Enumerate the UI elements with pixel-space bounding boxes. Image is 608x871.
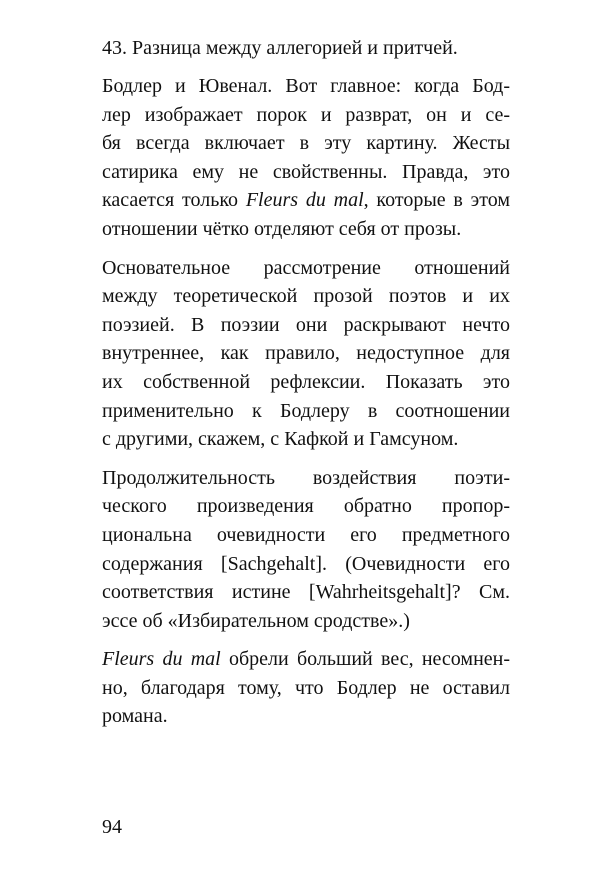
text-line: эссе об «Избирательном сродстве».) [102, 609, 410, 632]
text-line: применительно к Бодлеру в соотношении [102, 399, 510, 422]
text-line: соответствия истине [Wahrheitsgehalt]? См. [102, 581, 510, 604]
paragraph [102, 464, 510, 636]
text-line: содержания [Sachgehalt]. (Очевидности его [102, 552, 510, 575]
text-line: Продолжительность воздействия поэти- [102, 466, 510, 489]
text-line: ческого произведения обратно пропор- [102, 495, 510, 518]
italic-title: Fleurs du mal [102, 648, 221, 671]
page-number: 94 [102, 816, 122, 838]
text-line: сатирика ему не свойственны. Правда, это [102, 160, 510, 183]
text-line: их собственной рефлексии. Показать это [102, 370, 510, 393]
text-line: с другими, скажем, с Кафкой и Гамсуном. [102, 428, 459, 451]
text-segment: , которые в этом [363, 189, 510, 212]
text-segment: обрели больший вес, несомнен- [220, 648, 511, 671]
text-line: бя всегда включает в эту картину. Жесты [102, 132, 510, 155]
text-line: лер изображает порок и разврат, он и се- [102, 103, 510, 126]
text-line: Основательное рассмотрение отношений [102, 256, 510, 279]
text-line: отношении чётко отделяют себя от прозы. [102, 217, 462, 240]
text-line: но, благодаря тому, что Бодлер не оставил [102, 676, 510, 699]
italic-title: Fleurs du mal [245, 189, 364, 212]
text-line: внутреннее, как правило, недоступное для [102, 342, 510, 365]
page-body [102, 34, 510, 741]
text-line: поэзией. В поэзии они раскрывают нечто [102, 313, 510, 336]
text-line [102, 186, 510, 215]
paragraph [102, 645, 510, 731]
text-segment: касается только [102, 189, 246, 212]
text-line: романа. [102, 705, 168, 728]
section-heading: 43. Разница между аллегорией и притчей. [102, 37, 458, 59]
text-line [102, 645, 510, 674]
text-line: между теоретической прозой поэтов и их [102, 285, 510, 308]
paragraph [102, 72, 510, 244]
text-line: Бодлер и Ювенал. Вот главное: когда Бод- [102, 75, 510, 97]
text-line: циональна очевидности его предметного [102, 523, 510, 546]
paragraph [102, 254, 510, 454]
paragraphs [102, 72, 510, 731]
